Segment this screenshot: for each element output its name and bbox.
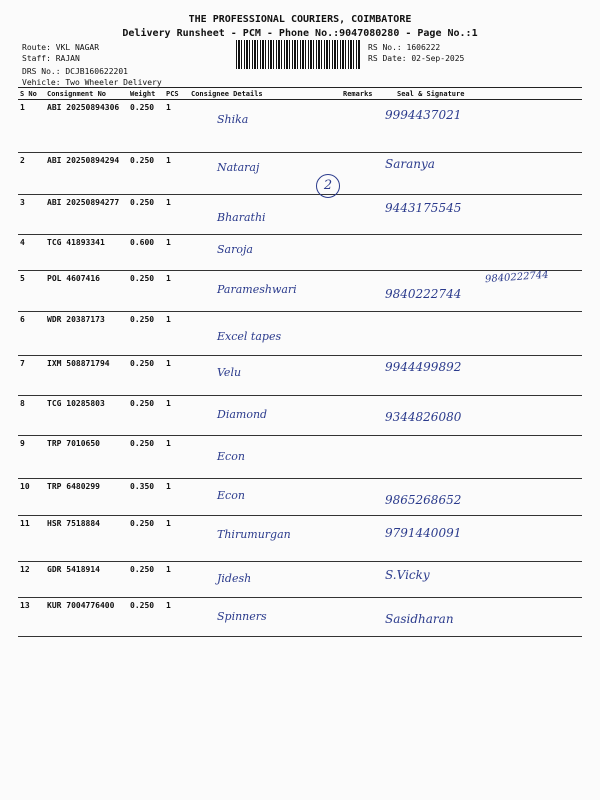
- row-remarks: [341, 235, 381, 271]
- col-signature: Seal & Signature: [381, 88, 582, 100]
- consignee-name: Parameshwari: [217, 283, 297, 296]
- circled-number-mark: 2: [316, 174, 340, 198]
- row-pcs: 1: [164, 100, 189, 153]
- col-sno: S No: [18, 88, 45, 100]
- row-consignment: TCG 10285803: [45, 396, 128, 436]
- row-pcs: 1: [164, 312, 189, 356]
- row-consignment: TCG 41893341: [45, 235, 128, 271]
- row-weight: 0.250: [128, 271, 164, 312]
- row-remarks: [341, 271, 381, 312]
- signature-cell: [381, 312, 582, 356]
- consignee-name: Econ: [217, 489, 245, 502]
- rs-no: RS No.: 1606222: [368, 43, 441, 52]
- table-row: [18, 153, 582, 195]
- row-consignment: TRP 7010650: [45, 436, 128, 479]
- consignee-cell: [189, 195, 341, 235]
- consignee-cell: [189, 516, 341, 562]
- table-row: [18, 100, 582, 153]
- consignee-name: Diamond: [217, 408, 268, 421]
- consignee-cell: [189, 562, 341, 598]
- table-row: [18, 479, 582, 516]
- row-consignment: IXM 508871794: [45, 356, 128, 396]
- row-weight: 0.250: [128, 436, 164, 479]
- row-sno: 5: [18, 271, 45, 312]
- signature-cell: [381, 100, 582, 153]
- consignee-cell: [189, 235, 341, 271]
- handwritten-signature: 9944499892: [385, 360, 462, 374]
- row-sno: 13: [18, 598, 45, 637]
- col-consignment: Consignment No: [45, 88, 128, 100]
- row-consignment: WDR 20387173: [45, 312, 128, 356]
- row-remarks: [341, 598, 381, 637]
- row-consignment: ABI 20250894306: [45, 100, 128, 153]
- row-remarks: [341, 396, 381, 436]
- row-remarks: [341, 479, 381, 516]
- signature-cell: [381, 271, 582, 312]
- row-pcs: 1: [164, 271, 189, 312]
- col-pcs: PCS: [164, 88, 189, 100]
- row-remarks: [341, 562, 381, 598]
- handwritten-signature: 9443175545: [385, 201, 462, 215]
- table-row: [18, 195, 582, 235]
- row-pcs: 1: [164, 562, 189, 598]
- row-sno: 11: [18, 516, 45, 562]
- row-consignment: ABI 20250894294: [45, 153, 128, 195]
- signature-cell: [381, 436, 582, 479]
- handwritten-signature: 9994437021: [385, 108, 462, 122]
- row-pcs: 1: [164, 598, 189, 637]
- row-weight: 0.250: [128, 312, 164, 356]
- signature-cell: [381, 195, 582, 235]
- runsheet-table: [18, 87, 582, 637]
- row-weight: 0.250: [128, 153, 164, 195]
- signature-cell: [381, 153, 582, 195]
- rs-date: RS Date: 02-Sep-2025: [368, 54, 465, 63]
- row-consignment: HSR 7518884: [45, 516, 128, 562]
- consignee-name: Spinners: [217, 610, 267, 623]
- table-row: [18, 312, 582, 356]
- col-consignee: Consignee Details: [189, 88, 341, 100]
- handwritten-signature: Saranya: [385, 157, 435, 171]
- row-remarks: [341, 312, 381, 356]
- row-weight: 0.250: [128, 396, 164, 436]
- runsheet-subtitle: Delivery Runsheet - PCM - Phone No.:9047080280 - Page No.:1: [122, 28, 478, 39]
- consignee-cell: [189, 100, 341, 153]
- row-pcs: 1: [164, 235, 189, 271]
- signature-cell: [381, 396, 582, 436]
- signature-cell: [381, 516, 582, 562]
- row-consignment: ABI 20250894277: [45, 195, 128, 235]
- row5-phone-note: 9840222744: [484, 269, 549, 286]
- consignee-cell: [189, 356, 341, 396]
- row-weight: 0.250: [128, 195, 164, 235]
- consignee-name: Thirumurgan: [217, 528, 291, 541]
- consignee-name: Jidesh: [217, 572, 252, 585]
- row-weight: 0.250: [128, 562, 164, 598]
- handwritten-signature: 9344826080: [385, 410, 462, 424]
- consignee-name: Econ: [217, 450, 245, 463]
- row-pcs: 1: [164, 396, 189, 436]
- row-sno: 12: [18, 562, 45, 598]
- handwritten-signature: 9840222744: [385, 287, 462, 301]
- consignee-cell: [189, 436, 341, 479]
- row-pcs: 1: [164, 153, 189, 195]
- table-row: [18, 235, 582, 271]
- row-remarks: [341, 516, 381, 562]
- consignee-cell: [189, 312, 341, 356]
- col-remarks: Remarks: [341, 88, 381, 100]
- col-weight: Weight: [128, 88, 164, 100]
- row-remarks: [341, 195, 381, 235]
- table-row: [18, 396, 582, 436]
- row-consignment: KUR 7004776400: [45, 598, 128, 637]
- row-weight: 0.250: [128, 598, 164, 637]
- table-row: [18, 562, 582, 598]
- row-weight: 0.250: [128, 516, 164, 562]
- table-row: [18, 436, 582, 479]
- consignee-name: Velu: [217, 366, 242, 379]
- consignee-cell: [189, 479, 341, 516]
- signature-cell: [381, 235, 582, 271]
- row-remarks: [341, 153, 381, 195]
- consignee-name: Bharathi: [217, 211, 266, 224]
- row-consignment: GDR 5418914: [45, 562, 128, 598]
- row-weight: 0.350: [128, 479, 164, 516]
- row-sno: 10: [18, 479, 45, 516]
- table-row: [18, 598, 582, 637]
- consignee-name: Nataraj: [217, 161, 260, 174]
- table-row: [18, 356, 582, 396]
- row-sno: 2: [18, 153, 45, 195]
- drs-text: DRS No.: DCJB160622201: [22, 67, 128, 76]
- row-pcs: 1: [164, 516, 189, 562]
- row-sno: 9: [18, 436, 45, 479]
- signature-cell: [381, 598, 582, 637]
- consignee-cell: [189, 396, 341, 436]
- row-remarks: [341, 100, 381, 153]
- consignee-cell: [189, 271, 341, 312]
- row-sno: 6: [18, 312, 45, 356]
- consignee-name: Excel tapes: [217, 330, 282, 343]
- row-consignment: POL 4607416: [45, 271, 128, 312]
- barcode-image: [236, 40, 360, 69]
- staff-text: Staff: RAJAN: [22, 54, 80, 63]
- row-sno: 7: [18, 356, 45, 396]
- signature-cell: [381, 356, 582, 396]
- signature-cell: [381, 479, 582, 516]
- handwritten-signature: S.Vicky: [385, 568, 430, 582]
- row-weight: 0.250: [128, 356, 164, 396]
- handwritten-signature: 9791440091: [385, 526, 462, 540]
- row-sno: 3: [18, 195, 45, 235]
- row-pcs: 1: [164, 479, 189, 516]
- row-sno: 1: [18, 100, 45, 153]
- handwritten-signature: Sasidharan: [385, 612, 454, 626]
- row-remarks: [341, 436, 381, 479]
- consignee-name: Saroja: [217, 243, 253, 256]
- row-pcs: 1: [164, 356, 189, 396]
- row-sno: 4: [18, 235, 45, 271]
- vehicle-text: Vehicle: Two Wheeler Delivery: [22, 78, 162, 87]
- row-sno: 8: [18, 396, 45, 436]
- row-weight: 0.600: [128, 235, 164, 271]
- table-row: [18, 516, 582, 562]
- meta-left: [22, 42, 162, 88]
- consignee-name: Shika: [217, 113, 249, 126]
- route-text: Route: VKL NAGAR: [22, 43, 100, 52]
- consignee-cell: [189, 598, 341, 637]
- row-remarks: [341, 356, 381, 396]
- row-weight: 0.250: [128, 100, 164, 153]
- signature-cell: [381, 562, 582, 598]
- handwritten-signature: 9865268652: [385, 493, 462, 507]
- row-pcs: 1: [164, 436, 189, 479]
- company-title: THE PROFESSIONAL COURIERS, COIMBATORE: [188, 14, 412, 25]
- table-header-row: [18, 88, 582, 100]
- row-consignment: TRP 6480299: [45, 479, 128, 516]
- row-pcs: 1: [164, 195, 189, 235]
